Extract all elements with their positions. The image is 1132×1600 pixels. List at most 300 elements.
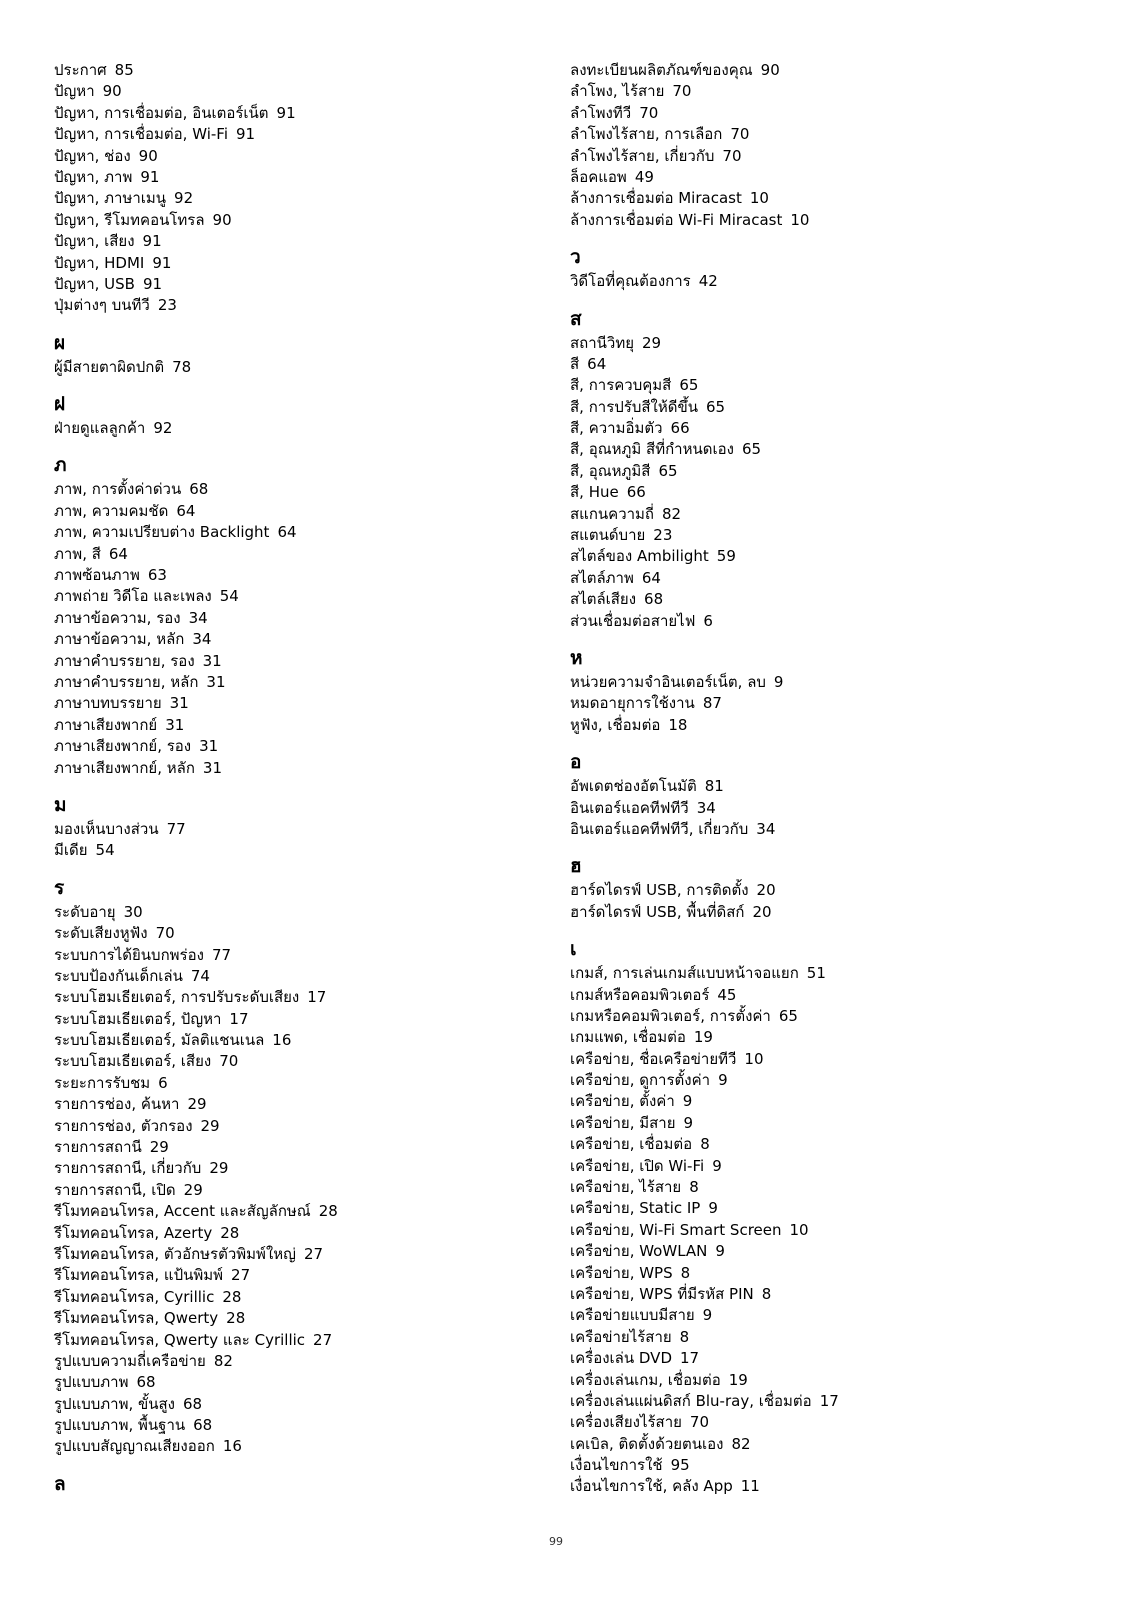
- index-entry: [570, 482, 1090, 503]
- index-term: เครือข่าย, Wi-Fi Smart Screen: [570, 1220, 782, 1239]
- index-term: เครือข่าย, ไร้สาย: [570, 1178, 682, 1197]
- index-entry: [570, 124, 1090, 145]
- index-entry: [54, 945, 524, 966]
- index-page-ref: 11: [740, 1477, 760, 1496]
- index-page-ref: 28: [222, 1287, 242, 1306]
- index-entry: [570, 1348, 1090, 1369]
- index-entry: [570, 1434, 1090, 1455]
- index-entry: [570, 439, 1090, 460]
- index-page-ref: 10: [749, 189, 769, 208]
- index-page-ref: 68: [189, 480, 209, 499]
- index-entry: [570, 333, 1090, 354]
- index-page-ref: 91: [142, 232, 162, 251]
- index-entry: [54, 987, 524, 1008]
- index-term: ฮาร์ดไดรฟ์ USB, การติดตั้ง: [570, 881, 749, 900]
- index-entry: [570, 568, 1090, 589]
- index-term: เครือข่าย, WPS: [570, 1263, 673, 1282]
- index-page-ref: 9: [715, 1242, 725, 1261]
- index-entry: [54, 1201, 524, 1222]
- index-term: รีโมทคอนโทรล, Accent และสัญลักษณ์: [54, 1202, 311, 1221]
- index-entry: [54, 1351, 524, 1372]
- index-entry: [570, 504, 1090, 525]
- index-entry: [570, 589, 1090, 610]
- index-term: รีโมทคอนโทรล, Cyrillic: [54, 1287, 215, 1306]
- index-term: เครือข่ายไร้สาย: [570, 1327, 672, 1346]
- index-term: ฮาร์ดไดรฟ์ USB, พื้นที่ดิสก์: [570, 902, 745, 921]
- index-page-ref: 29: [642, 333, 662, 352]
- index-page-ref: 19: [728, 1370, 748, 1389]
- index-entry: [570, 1476, 1090, 1497]
- index-term: รายการสถานี: [54, 1138, 142, 1157]
- index-page-ref: 16: [272, 1031, 292, 1050]
- index-term: ภาษาเสียงพากย์: [54, 715, 158, 734]
- index-page-ref: 65: [658, 461, 678, 480]
- index-page-ref: 27: [313, 1330, 333, 1349]
- index-entry: [570, 60, 1090, 81]
- index-entry: [570, 1263, 1090, 1284]
- index-page-ref: 28: [226, 1309, 246, 1328]
- index-entry: [54, 231, 524, 252]
- index-term: ภาษาข้อความ, หลัก: [54, 630, 185, 649]
- index-entry: [570, 210, 1090, 231]
- index-entry: [54, 1394, 524, 1415]
- index-entry: [54, 60, 524, 81]
- index-entry: [570, 1156, 1090, 1177]
- index-page-ref: 17: [229, 1009, 249, 1028]
- index-term: ระบบป้องกันเด็กเล่น: [54, 966, 183, 985]
- index-letter-heading: เ: [570, 938, 577, 961]
- index-page-ref: 90: [102, 82, 122, 101]
- index-term: ระบบโฮมเธียเตอร์, การปรับระดับเสียง: [54, 988, 300, 1007]
- index-page-ref: 68: [136, 1373, 156, 1392]
- index-entry: [570, 880, 1090, 901]
- index-term: เกมส์หรือคอมพิวเตอร์: [570, 985, 710, 1004]
- index-page-ref: 66: [670, 419, 690, 438]
- index-term: ภาพ, ความคมชัด: [54, 501, 169, 520]
- index-term: ภาพซ้อนภาพ: [54, 566, 140, 585]
- index-entry: [570, 418, 1090, 439]
- index-page-ref: 31: [199, 737, 219, 756]
- index-term: ผู้มีสายตาผิดปกติ: [54, 357, 165, 376]
- index-term: อินเตอร์แอคทีฟทีวี: [570, 798, 689, 817]
- index-term: สี, Hue: [570, 483, 619, 502]
- index-entry: [570, 397, 1090, 418]
- index-term: เครือข่าย, มีสาย: [570, 1113, 676, 1132]
- index-page-ref: 70: [155, 924, 175, 943]
- index-term: ปัญหา, ภาพ: [54, 167, 133, 186]
- index-page-ref: 31: [202, 758, 222, 777]
- index-page-ref: 31: [206, 672, 226, 691]
- index-entry: [570, 525, 1090, 546]
- index-term: เครือข่าย, ตั้งค่า: [570, 1092, 675, 1111]
- index-term: เงื่อนไขการใช้: [570, 1456, 663, 1475]
- index-term: ระบบโฮมเธียเตอร์, มัลติแชนเนล: [54, 1031, 265, 1050]
- index-term: ภาษาข้อความ, รอง: [54, 608, 181, 627]
- index-entry: [54, 81, 524, 102]
- index-term: รีโมทคอนโทรล, ตัวอักษรตัวพิมพ์ใหญ่: [54, 1244, 296, 1263]
- index-entry: [54, 1073, 524, 1094]
- index-term: ปัญหา, การเชื่อมต่อ, อินเตอร์เน็ต: [54, 103, 269, 122]
- index-page-ref: 6: [703, 611, 713, 630]
- index-term: อัพเดตช่องอัตโนมัติ: [570, 777, 697, 796]
- index-term: เครือข่าย, เปิด Wi-Fi: [570, 1156, 705, 1175]
- index-page-ref: 8: [680, 1263, 691, 1282]
- index-page-ref: 91: [152, 253, 172, 272]
- index-term: เครือข่าย, WPS ที่มีรหัส PIN: [570, 1284, 754, 1303]
- index-page-ref: 34: [756, 819, 776, 838]
- index-entry: [54, 1244, 524, 1265]
- index-term: ปัญหา, เสียง: [54, 232, 135, 251]
- index-entry: [570, 985, 1090, 1006]
- index-letter-heading: อ: [570, 751, 582, 774]
- index-page-ref: 8: [679, 1327, 690, 1346]
- index-entry: [570, 611, 1090, 632]
- index-letter-heading: ม: [54, 793, 67, 816]
- index-term: มีเดีย: [54, 841, 88, 860]
- index-page-ref: 19: [693, 1028, 713, 1047]
- index-term: ลำโพงทีวี: [570, 103, 632, 122]
- index-page-ref: 20: [756, 881, 776, 900]
- index-letter-heading: ผ: [54, 331, 66, 354]
- index-page-ref: 17: [819, 1391, 839, 1410]
- index-entry: [54, 188, 524, 209]
- index-term: สี, ความอิ่มตัว: [570, 419, 663, 438]
- index-page-ref: 64: [277, 523, 297, 542]
- index-entry: [54, 840, 524, 861]
- index-page-ref: 17: [680, 1349, 700, 1368]
- index-page-ref: 51: [806, 964, 826, 983]
- index-page-ref: 45: [717, 985, 737, 1004]
- index-entry: [54, 501, 524, 522]
- index-page-ref: 54: [219, 587, 239, 606]
- index-page-ref: 70: [730, 125, 750, 144]
- index-term: ระยะการรับชม: [54, 1073, 151, 1092]
- index-page-ref: 10: [789, 1220, 809, 1239]
- index-term: รูปแบบภาพ: [54, 1373, 129, 1392]
- index-page-ref: 68: [193, 1416, 213, 1435]
- index-entry: [570, 1220, 1090, 1241]
- index-page-ref: 65: [705, 397, 726, 416]
- index-page-ref: 82: [213, 1351, 233, 1370]
- index-page-ref: 31: [165, 715, 185, 734]
- index-entry: [54, 1030, 524, 1051]
- index-term: เครือข่าย, Static IP: [570, 1199, 701, 1218]
- index-entry: [54, 629, 524, 650]
- index-term: ภาษาเสียงพากย์, หลัก: [54, 758, 195, 777]
- index-entry: [54, 418, 524, 439]
- index-entry: [570, 167, 1090, 188]
- index-term: ภาษาคำบรรยาย, รอง: [54, 651, 195, 670]
- index-term: ปัญหา, รีโมทคอนโทรล: [54, 210, 205, 229]
- index-page-ref: 30: [123, 902, 143, 921]
- index-entry: [54, 146, 524, 167]
- index-entry: [54, 253, 524, 274]
- index-page-ref: 66: [626, 483, 646, 502]
- index-page-ref: 29: [187, 1095, 207, 1114]
- index-page-ref: 28: [220, 1223, 240, 1242]
- index-entry: [570, 1049, 1090, 1070]
- index-page-ref: 9: [718, 1071, 728, 1090]
- index-term: ปัญหา, การเชื่อมต่อ, Wi-Fi: [54, 125, 228, 144]
- index-page-ref: 92: [174, 189, 194, 208]
- index-entry: [570, 1370, 1090, 1391]
- index-page-ref: 8: [700, 1135, 710, 1154]
- index-entry: [570, 1091, 1090, 1112]
- index-term: สี, การปรับสีให้ดีขึ้น: [570, 397, 698, 416]
- index-column-left: [54, 60, 524, 1498]
- index-term: ภาพถ่าย วิดีโอ และเพลง: [54, 587, 212, 606]
- index-entry: [54, 167, 524, 188]
- index-letter-heading: ล: [54, 1472, 66, 1495]
- index-page-ref: 18: [668, 715, 688, 734]
- index-page-ref: 70: [219, 1052, 239, 1071]
- index-page-ref: 8: [761, 1284, 772, 1303]
- index-term: มองเห็นบางส่วน: [54, 819, 159, 838]
- index-term: เครือข่าย, เชื่อมต่อ: [570, 1135, 693, 1154]
- index-entry: [570, 776, 1090, 797]
- index-term: เงื่อนไขการใช้, คลัง App: [570, 1477, 733, 1496]
- index-letter-heading: ภ: [54, 454, 67, 477]
- index-term: ประกาศ: [54, 61, 107, 79]
- index-term: ปัญหา, ภาษาเมนู: [54, 189, 167, 208]
- index-page-ref: 29: [149, 1138, 169, 1157]
- index-term: เครื่องเล่นแผ่นดิสก์ Blu-ray, เชื่อมต่อ: [570, 1391, 812, 1410]
- index-term: ปัญหา, ช่อง: [54, 146, 131, 165]
- index-page-ref: 28: [318, 1202, 338, 1221]
- index-entry: [570, 546, 1090, 567]
- index-term: สี, อุณหภูมิสี: [570, 461, 651, 480]
- index-term: รูปแบบความถี่เครือข่าย: [54, 1351, 206, 1370]
- index-page-ref: 85: [114, 61, 134, 79]
- index-entry: [54, 923, 524, 944]
- index-term: สถานีวิทยุ: [570, 333, 635, 352]
- index-term: เครือข่าย, ชื่อเครือข่ายทีวี: [570, 1049, 737, 1068]
- index-term: ภาษาเสียงพากย์, รอง: [54, 737, 192, 756]
- index-term: ลงทะเบียนผลิตภัณฑ์ของคุณ: [570, 61, 753, 79]
- index-term: หูฟัง, เชื่อมต่อ: [570, 715, 661, 734]
- index-entry: [570, 1006, 1090, 1027]
- index-entry: [570, 375, 1090, 396]
- index-term: ล้างการเชื่อมต่อ Wi-Fi Miracast: [570, 210, 783, 229]
- index-page-ref: 81: [704, 777, 724, 796]
- index-term: เกมหรือคอมพิวเตอร์, การตั้งค่า: [570, 1006, 771, 1025]
- index-entry: [54, 672, 524, 693]
- index-letter-heading: ร: [54, 876, 65, 899]
- index-page-ref: 91: [236, 125, 256, 144]
- index-page-ref: 49: [634, 167, 654, 186]
- index-term: ระดับเสียงหูฟัง: [54, 924, 148, 943]
- index-term: วิดีโอที่คุณต้องการ: [570, 272, 691, 291]
- index-page-ref: 9: [702, 1306, 713, 1325]
- index-page-ref: 10: [744, 1049, 764, 1068]
- index-page-ref: 65: [741, 440, 762, 459]
- index-entry: [54, 608, 524, 629]
- index-term: ปัญหา, HDMI: [54, 253, 145, 272]
- index-entry: [570, 1305, 1090, 1326]
- index-page-ref: 82: [731, 1434, 751, 1453]
- index-term: เครือข่าย, WoWLAN: [570, 1242, 708, 1261]
- index-term: รูปแบบสัญญาณเสียงออก: [54, 1437, 215, 1456]
- index-entry: [570, 146, 1090, 167]
- index-page-ref: 8: [689, 1178, 699, 1197]
- index-entry: [54, 124, 524, 145]
- index-page-ref: 91: [142, 274, 163, 293]
- index-entry: [54, 1287, 524, 1308]
- index-term: สแกนความถี่: [570, 504, 655, 523]
- index-entry: [54, 1009, 524, 1030]
- index-entry: [54, 1137, 524, 1158]
- index-page-ref: 87: [702, 694, 722, 713]
- index-term: ระบบการได้ยินบกพร่อง: [54, 945, 204, 964]
- index-entry: [54, 103, 524, 124]
- index-entry: [570, 1113, 1090, 1134]
- index-entry: [54, 544, 524, 565]
- index-page-ref: 82: [662, 504, 682, 523]
- index-page-ref: 27: [231, 1266, 251, 1285]
- index-page-ref: 34: [188, 608, 208, 627]
- index-page-ref: 91: [276, 103, 296, 122]
- index-entry: [54, 693, 524, 714]
- index-term: อินเตอร์แอคทีฟทีวี, เกี่ยวกับ: [570, 819, 749, 838]
- index-entry: [54, 1223, 524, 1244]
- index-letter-heading: ฝ: [54, 393, 66, 416]
- index-entry: [54, 522, 524, 543]
- index-entry: [54, 902, 524, 923]
- index-term: รายการสถานี, เปิด: [54, 1180, 176, 1199]
- index-entry: [570, 103, 1090, 124]
- index-term: ล้างการเชื่อมต่อ Miracast: [570, 189, 742, 208]
- index-page-ref: 16: [222, 1437, 242, 1456]
- index-entry: [570, 1027, 1090, 1048]
- index-entry: [570, 819, 1090, 840]
- index-term: เครื่องเล่นเกม, เชื่อมต่อ: [570, 1370, 721, 1389]
- index-term: เครื่องเล่น DVD: [570, 1349, 672, 1368]
- index-entry: [570, 1070, 1090, 1091]
- index-page-ref: 64: [108, 544, 128, 563]
- index-page-ref: 65: [679, 376, 699, 395]
- index-page-ref: 90: [212, 210, 232, 229]
- index-entry: [570, 81, 1090, 102]
- index-term: รีโมทคอนโทรล, Qwerty: [54, 1309, 219, 1328]
- index-term: ภาพ, ความเปรียบต่าง Backlight: [54, 523, 270, 542]
- index-term: ลำโพง, ไร้สาย: [570, 82, 665, 101]
- index-term: สี, อุณหภูมิ สีที่กำหนดเอง: [570, 440, 734, 459]
- index-term: ภาพ, การตั้งค่าด่วน: [54, 480, 182, 499]
- index-page-ref: 70: [672, 82, 692, 101]
- index-page-ref: 34: [192, 630, 212, 649]
- index-page-ref: 78: [172, 357, 192, 376]
- index-page-ref: 90: [760, 61, 780, 79]
- index-term: รีโมทคอนโทรล, แป้นพิมพ์: [54, 1266, 224, 1285]
- index-letter-heading: ว: [570, 246, 581, 269]
- index-page-ref: 9: [708, 1199, 718, 1218]
- index-page-ref: 63: [147, 566, 167, 585]
- index-page-ref: 27: [303, 1244, 324, 1263]
- index-letter-heading: ฮ: [570, 855, 582, 878]
- index-term: ภาษาคำบรรยาย, หลัก: [54, 672, 199, 691]
- index-term: รายการช่อง, ค้นหา: [54, 1095, 180, 1114]
- index-entry: [570, 963, 1090, 984]
- index-term: เกมแพด, เชื่อมต่อ: [570, 1028, 686, 1047]
- index-page-ref: 54: [95, 841, 115, 860]
- page-number: 99: [549, 1535, 563, 1548]
- index-term: รีโมทคอนโทรล, Qwerty และ Cyrillic: [54, 1330, 306, 1349]
- index-page-ref: 95: [670, 1456, 690, 1475]
- index-entry: [570, 1134, 1090, 1155]
- index-term: ล็อคแอพ: [570, 167, 627, 186]
- index-entry: [570, 672, 1090, 693]
- index-entry: [570, 798, 1090, 819]
- index-term: ระดับอายุ: [54, 902, 116, 921]
- index-letter-heading: ห: [570, 646, 583, 669]
- index-page-ref: 9: [683, 1113, 694, 1132]
- index-page-ref: 91: [140, 167, 160, 186]
- index-page-ref: 64: [587, 354, 607, 373]
- index-entry: [570, 1198, 1090, 1219]
- index-term: สี: [570, 354, 580, 373]
- index-entry: [570, 1412, 1090, 1433]
- index-term: ระบบโฮมเธียเตอร์, ปัญหา: [54, 1009, 222, 1028]
- index-entry: [570, 1177, 1090, 1198]
- index-page-ref: 17: [307, 988, 327, 1007]
- index-term: ภาพ, สี: [54, 544, 101, 563]
- index-page-ref: 34: [696, 798, 716, 817]
- index-page-ref: 68: [183, 1394, 203, 1413]
- index-term: ลำโพงไร้สาย, เกี่ยวกับ: [570, 146, 715, 165]
- index-entry: [54, 819, 524, 840]
- index-term: สไตล์เสียง: [570, 590, 637, 609]
- index-page-ref: 20: [752, 902, 772, 921]
- index-term: รูปแบบภาพ, พื้นฐาน: [54, 1416, 186, 1435]
- index-page-ref: 92: [153, 419, 173, 438]
- index-page-ref: 9: [712, 1156, 722, 1175]
- index-entry: [54, 736, 524, 757]
- index-page-ref: 9: [682, 1092, 693, 1111]
- index-page-ref: 70: [689, 1413, 710, 1432]
- index-term: เคเบิล, ติดตั้งด้วยตนเอง: [570, 1434, 724, 1453]
- index-entry: [54, 651, 524, 672]
- index-entry: [54, 565, 524, 586]
- index-entry: [54, 1372, 524, 1393]
- index-entry: [54, 758, 524, 779]
- index-entry: [570, 271, 1090, 292]
- index-page-ref: 9: [773, 672, 784, 691]
- index-entry: [54, 479, 524, 500]
- index-letter-heading: ส: [570, 307, 582, 330]
- index-term: เครื่องเสียงไร้สาย: [570, 1413, 682, 1432]
- index-column-right: [570, 60, 1090, 1498]
- index-page-ref: 68: [644, 590, 664, 609]
- index-term: ปุ่มต่างๆ บนทีวี: [54, 296, 150, 315]
- index-term: ปัญหา: [54, 82, 95, 101]
- index-term: สไตล์ภาพ: [570, 568, 634, 587]
- index-term: ส่วนเชื่อมต่อสายไฟ: [570, 611, 696, 630]
- index-term: สไตล์ของ Ambilight: [570, 547, 709, 566]
- index-entry: [570, 1455, 1090, 1476]
- index-entry: [570, 715, 1090, 736]
- index-entry: [570, 188, 1090, 209]
- index-page-ref: 10: [790, 210, 810, 229]
- index-entry: [54, 966, 524, 987]
- index-entry: [570, 693, 1090, 714]
- index-term: รูปแบบภาพ, ขั้นสูง: [54, 1394, 176, 1413]
- index-entry: [54, 1116, 524, 1137]
- index-term: ระบบโฮมเธียเตอร์, เสียง: [54, 1052, 212, 1071]
- index-term: รายการช่อง, ตัวกรอง: [54, 1116, 193, 1135]
- index-page-ref: 23: [157, 296, 177, 315]
- index-term: ปัญหา, USB: [54, 274, 135, 293]
- index-entry: [570, 461, 1090, 482]
